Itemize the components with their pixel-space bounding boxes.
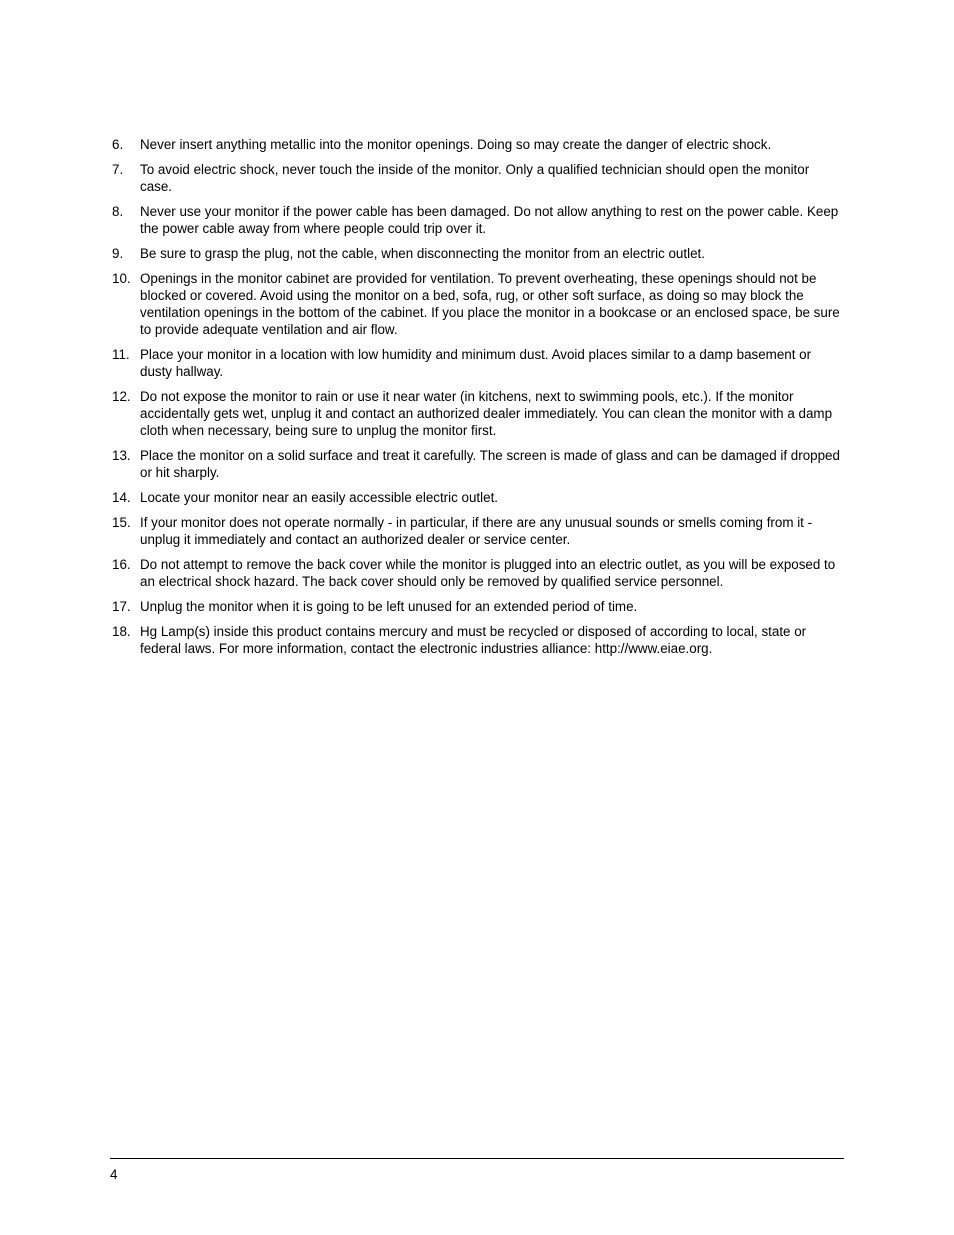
item-text: Be sure to grasp the plug, not the cable, when disconnecting the monitor from an electric outlet. [140, 246, 705, 261]
list-item [112, 245, 844, 262]
item-number: 16. [112, 557, 131, 572]
item-number: 9. [112, 246, 124, 261]
item-number: 11. [112, 347, 130, 362]
list-item [112, 489, 844, 506]
item-text: Hg Lamp(s) inside this product contains mercury and must be recycled or disposed of according to local, state or federal laws. For more information, contact the electronic industries alliance: http://www.eiae.org. [140, 624, 807, 656]
list-item [112, 161, 844, 195]
item-text: Unplug the monitor when it is going to be left unused for an extended period of time. [140, 599, 638, 614]
list-item [112, 556, 844, 590]
item-number: 7. [112, 162, 124, 177]
item-number: 13. [112, 448, 131, 463]
item-number: 6. [112, 137, 124, 152]
item-number: 12. [112, 389, 131, 404]
list-item [112, 623, 844, 657]
item-number: 14. [112, 490, 131, 505]
item-number: 10. [112, 271, 131, 286]
item-text: Never insert anything metallic into the monitor openings. Doing so may create the danger of electric shock. [140, 137, 772, 152]
item-number: 17. [112, 599, 131, 614]
item-number: 8. [112, 204, 124, 219]
list-item [112, 598, 844, 615]
item-text: Place the monitor on a solid surface and treat it carefully. The screen is made of glass and can be damaged if dropped or hit sharply. [140, 448, 840, 480]
list-item [112, 203, 844, 237]
item-text: If your monitor does not operate normally - in particular, if there are any unusual sounds or smells coming from it - unplug it immediately and contact an authorized dealer or service center. [140, 515, 813, 547]
item-number: 15. [112, 515, 131, 530]
item-text: To avoid electric shock, never touch the inside of the monitor. Only a qualified technician should open the monitor case. [140, 162, 810, 194]
item-text: Never use your monitor if the power cable has been damaged. Do not allow anything to rest on the power cable. Keep the power cable away from where people could trip over it. [140, 204, 839, 236]
list-item [112, 270, 844, 338]
safety-instructions-list [112, 136, 844, 665]
item-text: Locate your monitor near an easily accessible electric outlet. [140, 490, 499, 505]
list-item [112, 514, 844, 548]
item-text: Openings in the monitor cabinet are provided for ventilation. To prevent overheating, these openings should not be blocked or covered. Avoid using the monitor on a bed, sofa, rug, or other soft surface, as doing so may block the ventilation openings in the bottom of the cabinet. If you place the monitor in a bookcase or an enclosed space, be sure to provide adequate ventilation and air flow. [140, 271, 840, 337]
list-item [112, 388, 844, 439]
list-item [112, 447, 844, 481]
list-item [112, 346, 844, 380]
item-text: Do not attempt to remove the back cover while the monitor is plugged into an electric outlet, as you will be exposed to an electrical shock hazard. The back cover should only be removed by qualified service personnel. [140, 557, 836, 589]
item-text: Place your monitor in a location with low humidity and minimum dust. Avoid places similar to a damp basement or dusty hallway. [140, 347, 812, 379]
page-number: 4 [110, 1167, 118, 1182]
item-number: 18. [112, 624, 131, 639]
item-text: Do not expose the monitor to rain or use it near water (in kitchens, next to swimming pools, etc.). If the monitor accidentally gets wet, unplug it and contact an authorized dealer immediately. You can clean the monitor with a damp cloth when necessary, being sure to unplug the monitor first. [140, 389, 833, 438]
footer-divider [110, 1158, 844, 1159]
list-item [112, 136, 844, 153]
